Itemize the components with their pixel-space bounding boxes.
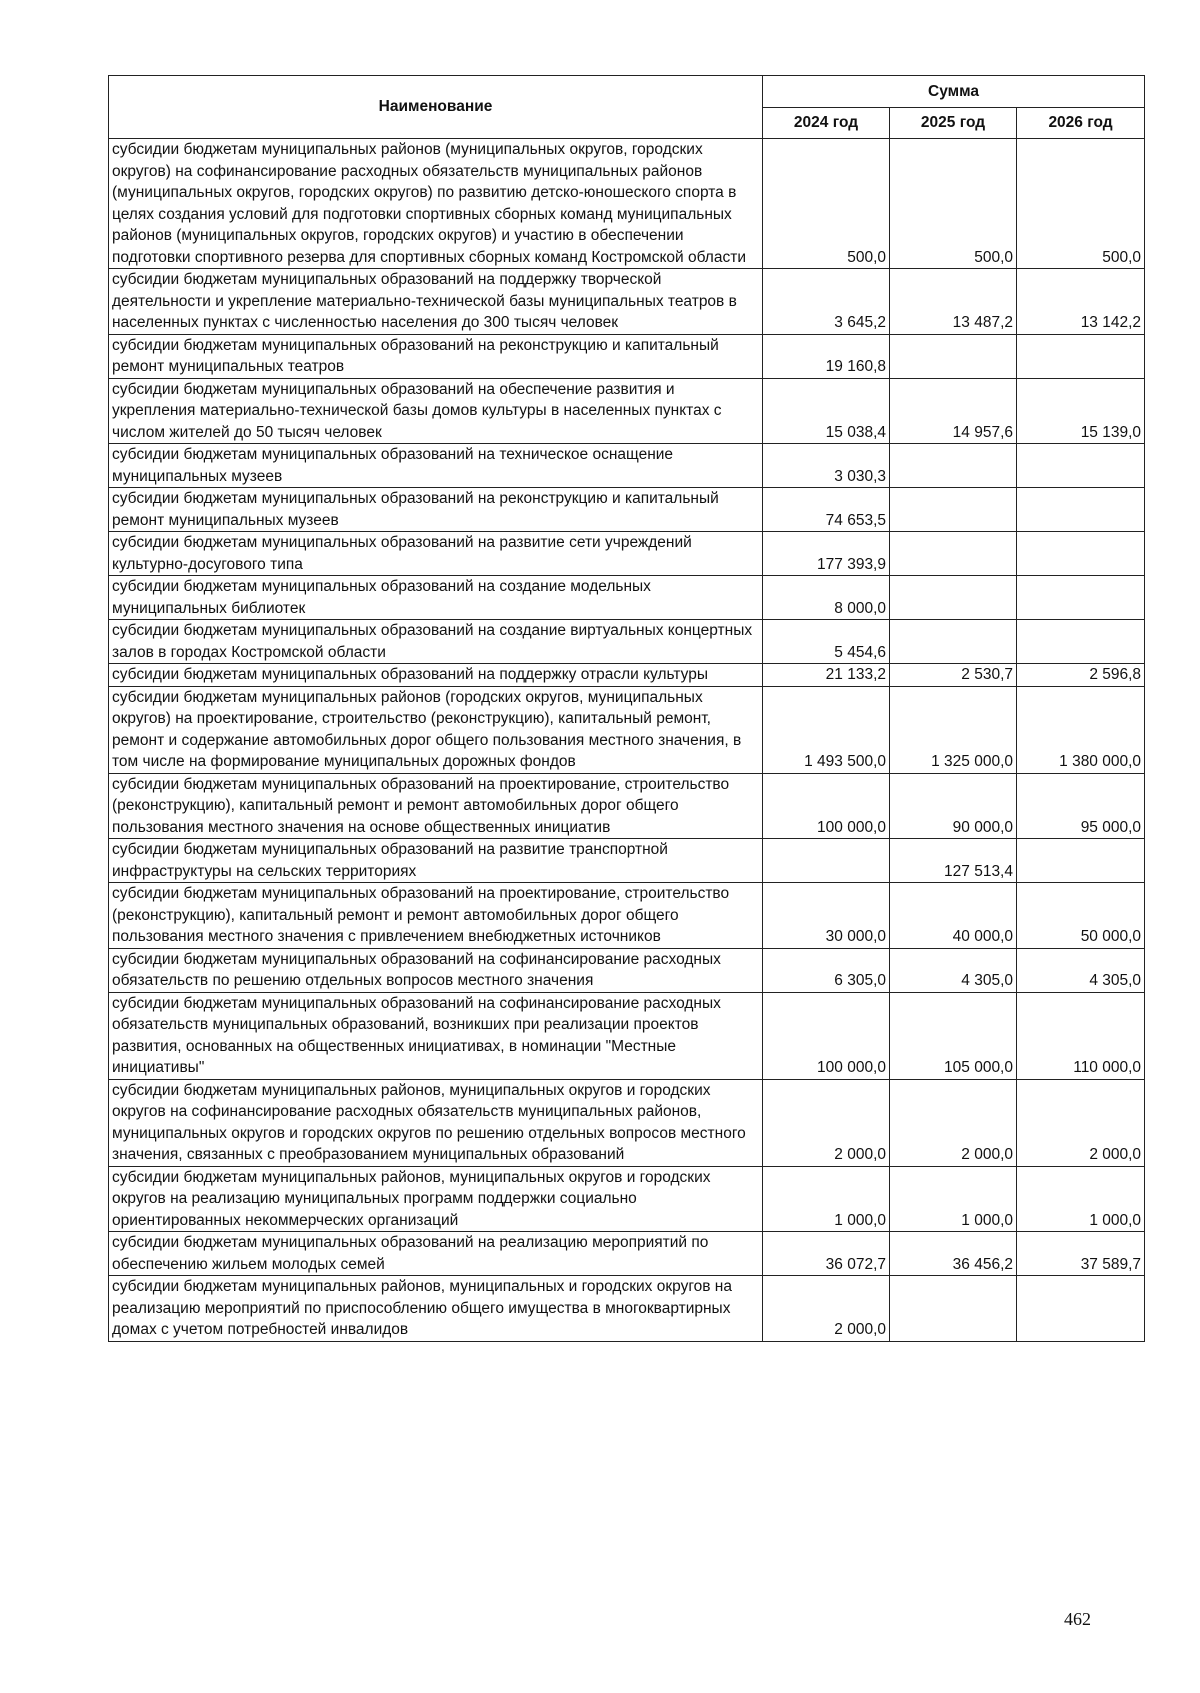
row-value-2024: 15 038,4 (763, 378, 890, 444)
table-row (109, 334, 1145, 378)
header-name: Наименование (109, 76, 763, 139)
table-row (109, 948, 1145, 992)
row-value-2024: 1 000,0 (763, 1166, 890, 1232)
row-name-cell: субсидии бюджетам муниципальных образований на проектирование, строительство (реконструкцию), капитальный ремонт и ремонт автомобильных дорог общего пользования местного значения с привлечением внебюджетных источников (109, 883, 763, 949)
row-name-cell: субсидии бюджетам муниципальных образований на обеспечение развития и укрепления материально-технической базы домов культуры в населенных пунктах с числом жителей до 50 тысяч человек (109, 378, 763, 444)
row-value-2025: 4 305,0 (890, 948, 1017, 992)
row-value-2026 (1017, 334, 1145, 378)
row-value-2026: 1 380 000,0 (1017, 686, 1145, 773)
row-value-2025 (890, 488, 1017, 532)
row-value-2025: 13 487,2 (890, 269, 1017, 335)
table-row (109, 664, 1145, 687)
row-value-2026: 110 000,0 (1017, 992, 1145, 1079)
row-value-2024: 19 160,8 (763, 334, 890, 378)
row-name-cell: субсидии бюджетам муниципальных районов, муниципальных и городских округов на реализацию мероприятий по приспособлению общего имущества в многоквартирных домах с учетом потребностей инвалидов (109, 1276, 763, 1342)
row-value-2026: 95 000,0 (1017, 773, 1145, 839)
row-value-2026: 500,0 (1017, 139, 1145, 269)
row-value-2024: 5 454,6 (763, 620, 890, 664)
row-value-2025: 2 000,0 (890, 1079, 1017, 1166)
row-value-2025: 500,0 (890, 139, 1017, 269)
row-value-2026 (1017, 532, 1145, 576)
row-value-2025: 1 325 000,0 (890, 686, 1017, 773)
row-value-2025: 105 000,0 (890, 992, 1017, 1079)
row-value-2024: 8 000,0 (763, 576, 890, 620)
row-value-2026: 1 000,0 (1017, 1166, 1145, 1232)
row-value-2026: 13 142,2 (1017, 269, 1145, 335)
row-name-cell: субсидии бюджетам муниципальных образований на софинансирование расходных обязательств муниципальных образований, возникших при реализации проектов развития, основанных на общественных инициативах, в номинации "Местные инициативы" (109, 992, 763, 1079)
row-value-2025: 14 957,6 (890, 378, 1017, 444)
row-name-cell: субсидии бюджетам муниципальных образований на поддержку отрасли культуры (109, 664, 763, 687)
table-row (109, 620, 1145, 664)
row-value-2025 (890, 576, 1017, 620)
row-value-2025 (890, 1276, 1017, 1342)
table-row (109, 532, 1145, 576)
row-value-2025: 40 000,0 (890, 883, 1017, 949)
table-row (109, 839, 1145, 883)
table-row (109, 139, 1145, 269)
row-value-2025 (890, 620, 1017, 664)
row-value-2026: 50 000,0 (1017, 883, 1145, 949)
row-value-2026 (1017, 488, 1145, 532)
table-row (109, 992, 1145, 1079)
row-value-2025: 2 530,7 (890, 664, 1017, 687)
row-name-cell: субсидии бюджетам муниципальных образований на создание виртуальных концертных залов в городах Костромской области (109, 620, 763, 664)
row-value-2026: 37 589,7 (1017, 1232, 1145, 1276)
table-row (109, 686, 1145, 773)
header-year-2024: 2024 год (763, 107, 890, 139)
row-value-2024: 2 000,0 (763, 1079, 890, 1166)
row-value-2024: 177 393,9 (763, 532, 890, 576)
row-value-2024: 2 000,0 (763, 1276, 890, 1342)
table-row (109, 576, 1145, 620)
row-name-cell: субсидии бюджетам муниципальных образований на развитие сети учреждений культурно-досугового типа (109, 532, 763, 576)
row-name-cell: субсидии бюджетам муниципальных образований на реализацию мероприятий по обеспечению жильем молодых семей (109, 1232, 763, 1276)
row-name-cell: субсидии бюджетам муниципальных районов (муниципальных округов, городских округов) на софинансирование расходных обязательств муниципальных районов (муниципальных округов, городских округов) по развитию детско-юношеского спорта в целях создания условий для подготовки спортивных сборных команд муниципальных районов (муниципальных округов, городских округов) и участию в обеспечении подготовки спортивного резерва для спортивных сборных команд Костромской области (109, 139, 763, 269)
row-value-2025 (890, 444, 1017, 488)
row-value-2024: 21 133,2 (763, 664, 890, 687)
row-value-2026: 4 305,0 (1017, 948, 1145, 992)
row-name-cell: субсидии бюджетам муниципальных образований на создание модельных муниципальных библиотек (109, 576, 763, 620)
table-row (109, 488, 1145, 532)
table-row (109, 269, 1145, 335)
row-value-2026 (1017, 1276, 1145, 1342)
row-value-2024: 3 645,2 (763, 269, 890, 335)
row-value-2024: 500,0 (763, 139, 890, 269)
page-number: 462 (1064, 1609, 1091, 1629)
row-name-cell: субсидии бюджетам муниципальных образований на развитие транспортной инфраструктуры на сельских территориях (109, 839, 763, 883)
table-row (109, 1166, 1145, 1232)
table-row (109, 444, 1145, 488)
row-value-2025: 90 000,0 (890, 773, 1017, 839)
row-name-cell: субсидии бюджетам муниципальных районов, муниципальных округов и городских округов на софинансирование расходных обязательств муниципальных районов, муниципальных округов и городских округов по решению отдельных вопросов местного значения, связанных с преобразованием муниципальных образований (109, 1079, 763, 1166)
row-value-2025: 1 000,0 (890, 1166, 1017, 1232)
row-value-2026 (1017, 576, 1145, 620)
row-name-cell: субсидии бюджетам муниципальных районов (городских округов, муниципальных округов) на проектирование, строительство (реконструкцию), капитальный ремонт, ремонт и содержание автомобильных дорог общего пользования местного значения, в том числе на формирование муниципальных дорожных фондов (109, 686, 763, 773)
table-row (109, 378, 1145, 444)
budget-table (108, 75, 1145, 1342)
table-header (109, 76, 1145, 139)
row-value-2024: 100 000,0 (763, 773, 890, 839)
row-value-2024: 6 305,0 (763, 948, 890, 992)
table-row (109, 773, 1145, 839)
header-year-2026: 2026 год (1017, 107, 1145, 139)
table-row (109, 1276, 1145, 1342)
row-name-cell: субсидии бюджетам муниципальных образований на реконструкцию и капитальный ремонт муниципальных музеев (109, 488, 763, 532)
row-name-cell: субсидии бюджетам муниципальных образований на софинансирование расходных обязательств по решению отдельных вопросов местного значения (109, 948, 763, 992)
row-value-2025: 36 456,2 (890, 1232, 1017, 1276)
row-value-2026: 2 596,8 (1017, 664, 1145, 687)
table-body (109, 139, 1145, 1342)
table-row (109, 1079, 1145, 1166)
row-name-cell: субсидии бюджетам муниципальных образований на поддержку творческой деятельности и укрепление материально-технической базы муниципальных театров в населенных пунктах с численностью населения до 300 тысяч человек (109, 269, 763, 335)
row-value-2024: 74 653,5 (763, 488, 890, 532)
row-value-2024: 3 030,3 (763, 444, 890, 488)
table-row (109, 1232, 1145, 1276)
row-value-2025 (890, 532, 1017, 576)
row-value-2024 (763, 839, 890, 883)
row-value-2026 (1017, 839, 1145, 883)
header-sum: Сумма (763, 76, 1145, 108)
table-row (109, 883, 1145, 949)
row-value-2026: 15 139,0 (1017, 378, 1145, 444)
row-value-2025 (890, 334, 1017, 378)
header-year-2025: 2025 год (890, 107, 1017, 139)
row-name-cell: субсидии бюджетам муниципальных районов, муниципальных округов и городских округов на реализацию муниципальных программ поддержки социально ориентированных некоммерческих организаций (109, 1166, 763, 1232)
row-value-2024: 100 000,0 (763, 992, 890, 1079)
row-value-2026 (1017, 620, 1145, 664)
row-value-2024: 30 000,0 (763, 883, 890, 949)
row-name-cell: субсидии бюджетам муниципальных образований на реконструкцию и капитальный ремонт муниципальных театров (109, 334, 763, 378)
row-value-2026 (1017, 444, 1145, 488)
row-value-2024: 1 493 500,0 (763, 686, 890, 773)
row-value-2026: 2 000,0 (1017, 1079, 1145, 1166)
row-value-2024: 36 072,7 (763, 1232, 890, 1276)
row-name-cell: субсидии бюджетам муниципальных образований на техническое оснащение муниципальных музеев (109, 444, 763, 488)
row-name-cell: субсидии бюджетам муниципальных образований на проектирование, строительство (реконструкцию), капитальный ремонт и ремонт автомобильных дорог общего пользования местного значения на основе общественных инициатив (109, 773, 763, 839)
row-value-2025: 127 513,4 (890, 839, 1017, 883)
